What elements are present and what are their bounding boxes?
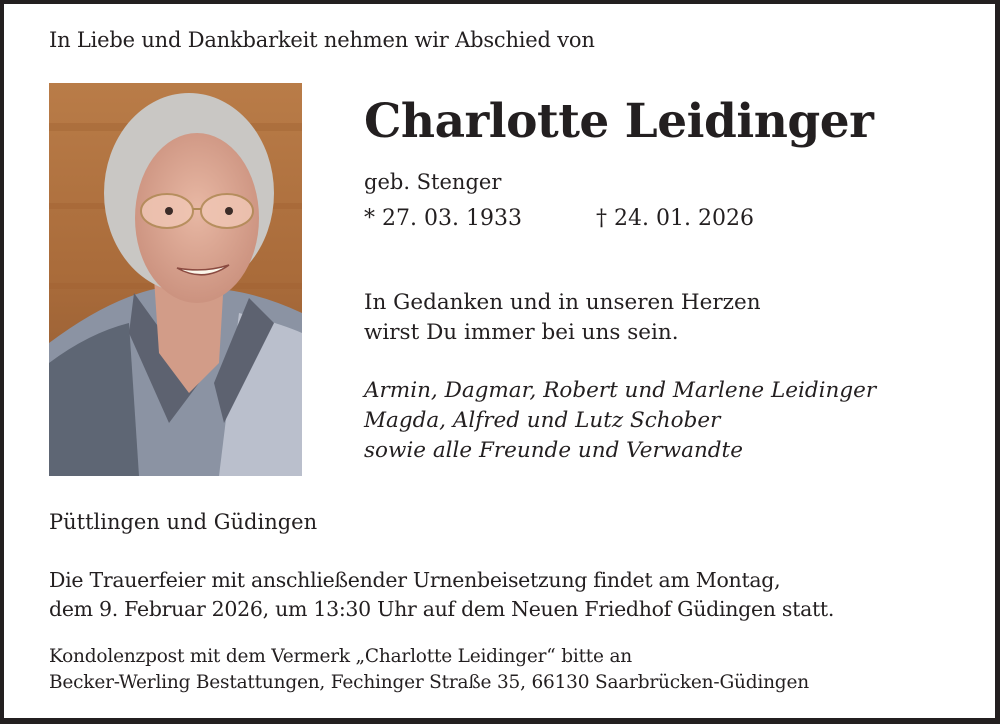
condolence-line: Becker-Werling Bestattungen, Fechinger Straße 35, 66130 Saarbrücken-Güdingen: [49, 672, 809, 693]
condolence-line: Kondolenzpost mit dem Vermerk „Charlotte Leidinger“ bitte an: [49, 646, 633, 667]
quote-line: In Gedanken und in unseren Herzen: [364, 290, 761, 315]
deceased-name: Charlotte Leidinger: [364, 94, 874, 149]
death-date: † 24. 01. 2026: [596, 206, 754, 231]
intro-text: In Liebe und Dankbarkeit nehmen wir Abschied von: [49, 28, 595, 52]
condolence-info: [49, 644, 809, 696]
portrait-photo-icon: [49, 83, 302, 476]
mourners-line: Armin, Dagmar, Robert und Marlene Leidinger: [364, 378, 877, 403]
memorial-quote: [364, 288, 761, 348]
birth-date: * 27. 03. 1933: [364, 206, 522, 231]
maiden-name: geb. Stenger: [364, 170, 502, 194]
obituary-notice: [4, 4, 995, 718]
quote-line: wirst Du immer bei uns sein.: [364, 320, 679, 345]
portrait-photo: [49, 83, 302, 476]
ceremony-line: dem 9. Februar 2026, um 13:30 Uhr auf dem Neuen Friedhof Güdingen statt.: [49, 597, 835, 621]
ceremony-line: Die Trauerfeier mit anschließender Urnenbeisetzung findet am Montag,: [49, 568, 781, 592]
place-text: Püttlingen und Güdingen: [49, 510, 318, 534]
mourners-list: [364, 376, 876, 466]
ceremony-info: [49, 566, 834, 624]
mourners-line: Magda, Alfred und Lutz Schober: [364, 408, 721, 433]
mourners-line: sowie alle Freunde und Verwandte: [364, 438, 743, 463]
